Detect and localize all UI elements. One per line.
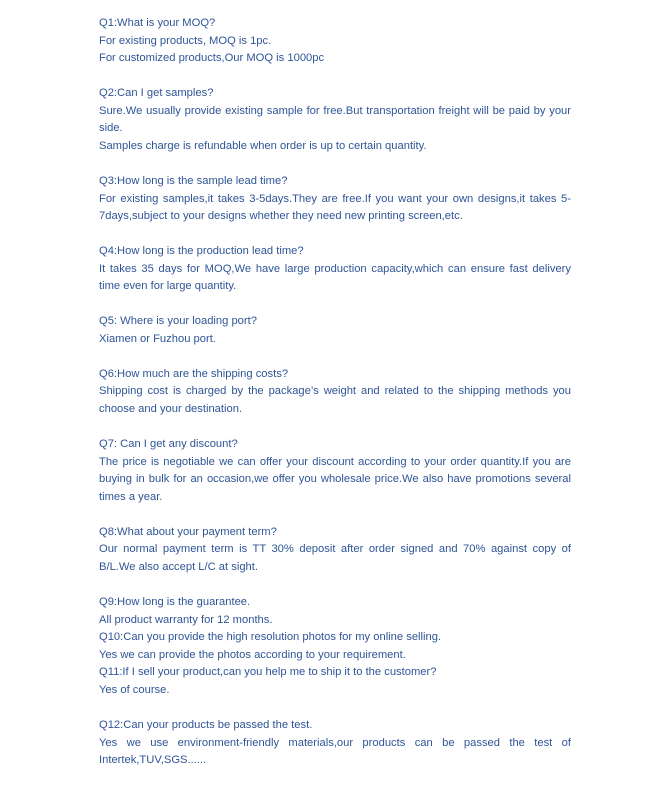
faq-item-q9 (99, 594, 571, 629)
faq-item-q4 (99, 243, 571, 296)
faq-item-q11 (99, 664, 571, 699)
faq-item-q8 (99, 524, 571, 577)
faq-question: Q3:How long is the sample lead time? (99, 174, 288, 187)
faq-item-q2 (99, 85, 571, 155)
faq-answer-line: Samples charge is refundable when order is up to certain quantity. (99, 139, 427, 152)
faq-item-q7 (99, 436, 571, 506)
faq-question: Q12:Can your products be passed the test. (99, 718, 313, 731)
faq-question: Q4:How long is the production lead time? (99, 245, 304, 258)
faq-answer-line: For customized products,Our MOQ is 1000pc (99, 52, 325, 65)
faq-item-q10 (99, 629, 571, 664)
faq-question: Q11:If I sell your product,can you help me to ship it to the customer? (99, 666, 437, 679)
faq-question: Q7: Can I get any discount? (99, 438, 238, 451)
faq-item-q3 (99, 173, 571, 226)
faq-document (99, 15, 571, 787)
faq-answer-line: Yes we can provide the photos according to your requirement. (99, 648, 406, 661)
faq-answer: Shipping cost is charged by the package’s weight and related to the shipping methods you choose and your destination. (99, 385, 571, 416)
faq-item-q1 (99, 15, 571, 68)
faq-answer-line: All product warranty for 12 months. (99, 613, 273, 626)
faq-answer-line: For existing products, MOQ is 1pc. (99, 34, 272, 47)
faq-answer: Yes we use environment-friendly materials,our products can be passed the test of Intertek,TUV,SGS...... (99, 736, 571, 767)
faq-item-q5 (99, 313, 571, 348)
faq-answer-line: Yes of course. (99, 683, 170, 696)
faq-answer: The price is negotiable we can offer your discount according to your order quantity.If you are buying in bulk for an occasion,we offer you wholesale price.We also have promotions several times a year. (99, 455, 571, 503)
faq-answer: Our normal payment term is TT 30% deposit after order signed and 70% against copy of B/L.We also accept L/C at sight. (99, 543, 571, 573)
faq-item-q6 (99, 366, 571, 419)
faq-answer: Sure.We usually provide existing sample for free.But transportation freight will be paid by your side. (99, 104, 571, 135)
faq-question: Q9:How long is the guarantee. (99, 595, 251, 608)
faq-answer: For existing samples,it takes 3-5days.They are free.If you want your own designs,it takes 5-7days,subject to your designs whether they need new printing screen,etc. (99, 192, 571, 223)
faq-question: Q5: Where is your loading port? (99, 315, 257, 328)
faq-answer: It takes 35 days for MOQ,We have large production capacity,which can ensure fast delivery time even for large quantity. (99, 262, 571, 293)
faq-question: Q8:What about your payment term? (99, 525, 277, 538)
faq-question: Q10:Can you provide the high resolution photos for my online selling. (99, 631, 442, 644)
faq-question: Q6:How much are the shipping costs? (99, 367, 289, 380)
faq-question: Q2:Can I get samples? (99, 87, 214, 100)
faq-answer-line: Xiamen or Fuzhou port. (99, 332, 216, 345)
faq-item-q12 (99, 717, 571, 770)
faq-question: Q1:What is your MOQ? (99, 17, 216, 29)
